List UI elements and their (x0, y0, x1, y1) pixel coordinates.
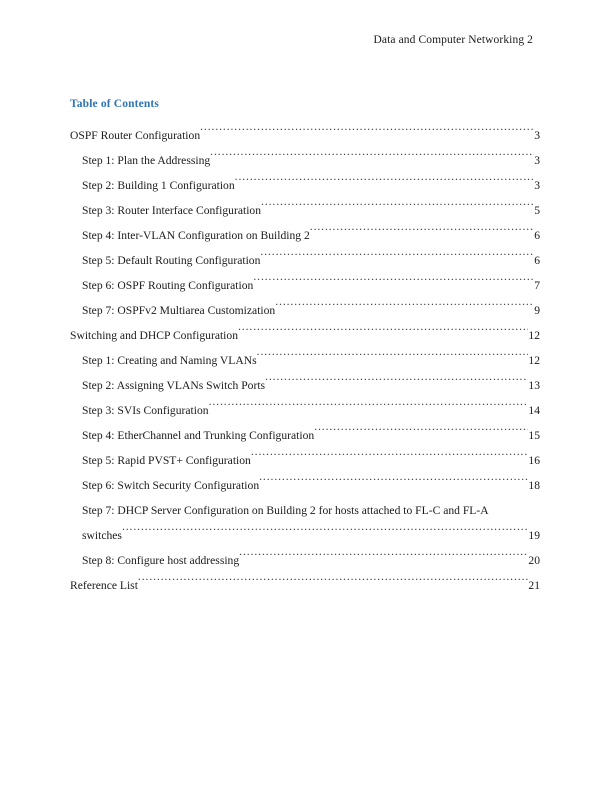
running-header: Data and Computer Networking 2 (373, 34, 533, 46)
toc-entry-label: Step 2: Assigning VLANs Switch Ports (82, 379, 266, 392)
table-of-contents-title: Table of Contents (70, 98, 160, 110)
toc-dot-leader (310, 227, 534, 239)
toc-entry-label: Step 6: OSPF Routing Configuration (82, 279, 254, 292)
toc-dot-leader (235, 177, 534, 189)
toc-page-number: 20 (528, 554, 540, 567)
toc-entry-label: Step 2: Building 1 Configuration (82, 179, 235, 192)
toc-entry[interactable] (70, 148, 540, 173)
toc-page-number: 16 (528, 454, 540, 467)
toc-dot-leader (238, 327, 528, 339)
toc-page-number: 15 (528, 429, 540, 442)
toc-entry-label-continued: switches (82, 529, 122, 542)
toc-entry[interactable] (70, 173, 540, 198)
toc-entry[interactable] (70, 123, 540, 148)
toc-entry-label: Step 8: Configure host addressing (82, 554, 240, 567)
toc-entry-label: Step 7: DHCP Server Configuration on Building 2 for hosts attached to FL-C and FL-A (82, 504, 489, 517)
toc-page-number: 14 (528, 404, 540, 417)
toc-entry[interactable] (70, 498, 540, 548)
toc-entry-label: Step 3: SVIs Configuration (82, 404, 209, 417)
toc-page-number: 13 (528, 379, 540, 392)
toc-entry-label: Step 4: Inter-VLAN Configuration on Building 2 (82, 229, 310, 242)
toc-page-number: 19 (528, 529, 540, 542)
toc-dot-leader (209, 402, 528, 414)
toc-entry[interactable] (70, 348, 540, 373)
toc-entry[interactable] (70, 248, 540, 273)
toc-dot-leader (138, 577, 528, 589)
toc-entry[interactable] (70, 473, 540, 498)
toc-entry[interactable] (70, 198, 540, 223)
toc-page-number: 6 (534, 254, 540, 267)
toc-entry[interactable] (70, 448, 540, 473)
toc-dot-leader (314, 427, 528, 439)
toc-page-number: 3 (534, 179, 540, 192)
toc-entry-label: Step 5: Rapid PVST+ Configuration (82, 454, 251, 467)
toc-dot-leader (251, 452, 528, 464)
toc-page-number: 21 (528, 579, 540, 592)
toc-dot-leader (265, 377, 528, 389)
toc-dot-leader (200, 127, 534, 139)
toc-page-number: 5 (534, 204, 540, 217)
toc-dot-leader (259, 477, 528, 489)
toc-entry[interactable] (70, 423, 540, 448)
toc-dot-leader (210, 152, 534, 164)
toc-page-number: 6 (534, 229, 540, 242)
toc-entry[interactable] (70, 398, 540, 423)
toc-page-number: 9 (534, 304, 540, 317)
toc-entry-label: OSPF Router Configuration (70, 129, 201, 142)
toc-entry[interactable] (70, 573, 540, 598)
toc-page-number: 12 (528, 329, 540, 342)
toc-dot-leader (253, 277, 533, 289)
toc-page-number: 12 (528, 354, 540, 367)
toc-dot-leader (257, 352, 528, 364)
toc-dot-leader (122, 527, 528, 539)
toc-entry-label: Step 4: EtherChannel and Trunking Configuration (82, 429, 315, 442)
toc-entry[interactable] (70, 323, 540, 348)
toc-entry-label: Step 6: Switch Security Configuration (82, 479, 260, 492)
table-of-contents (70, 96, 540, 598)
toc-entry-label: Step 3: Router Interface Configuration (82, 204, 262, 217)
toc-page-number: 3 (534, 129, 540, 142)
toc-entry[interactable] (70, 273, 540, 298)
toc-page-number: 7 (534, 279, 540, 292)
toc-entry-label: Reference List (70, 579, 138, 592)
toc-entry[interactable] (70, 223, 540, 248)
toc-entry-label: Step 7: OSPFv2 Multiarea Customization (82, 304, 276, 317)
toc-entry[interactable] (70, 298, 540, 323)
toc-entry-label: Step 1: Creating and Naming VLANs (82, 354, 257, 367)
toc-page-number: 3 (534, 154, 540, 167)
toc-entry[interactable] (70, 548, 540, 573)
toc-dot-leader (275, 302, 533, 314)
toc-dot-leader (261, 202, 534, 214)
toc-entry-label: Step 1: Plan the Addressing (82, 154, 211, 167)
toc-entry-label: Step 5: Default Routing Configuration (82, 254, 261, 267)
toc-page-number: 18 (528, 479, 540, 492)
toc-dot-leader (239, 552, 528, 564)
toc-entry-list (70, 123, 540, 598)
toc-dot-leader (260, 252, 533, 264)
toc-entry[interactable] (70, 373, 540, 398)
toc-entry-label: Switching and DHCP Configuration (70, 329, 238, 342)
